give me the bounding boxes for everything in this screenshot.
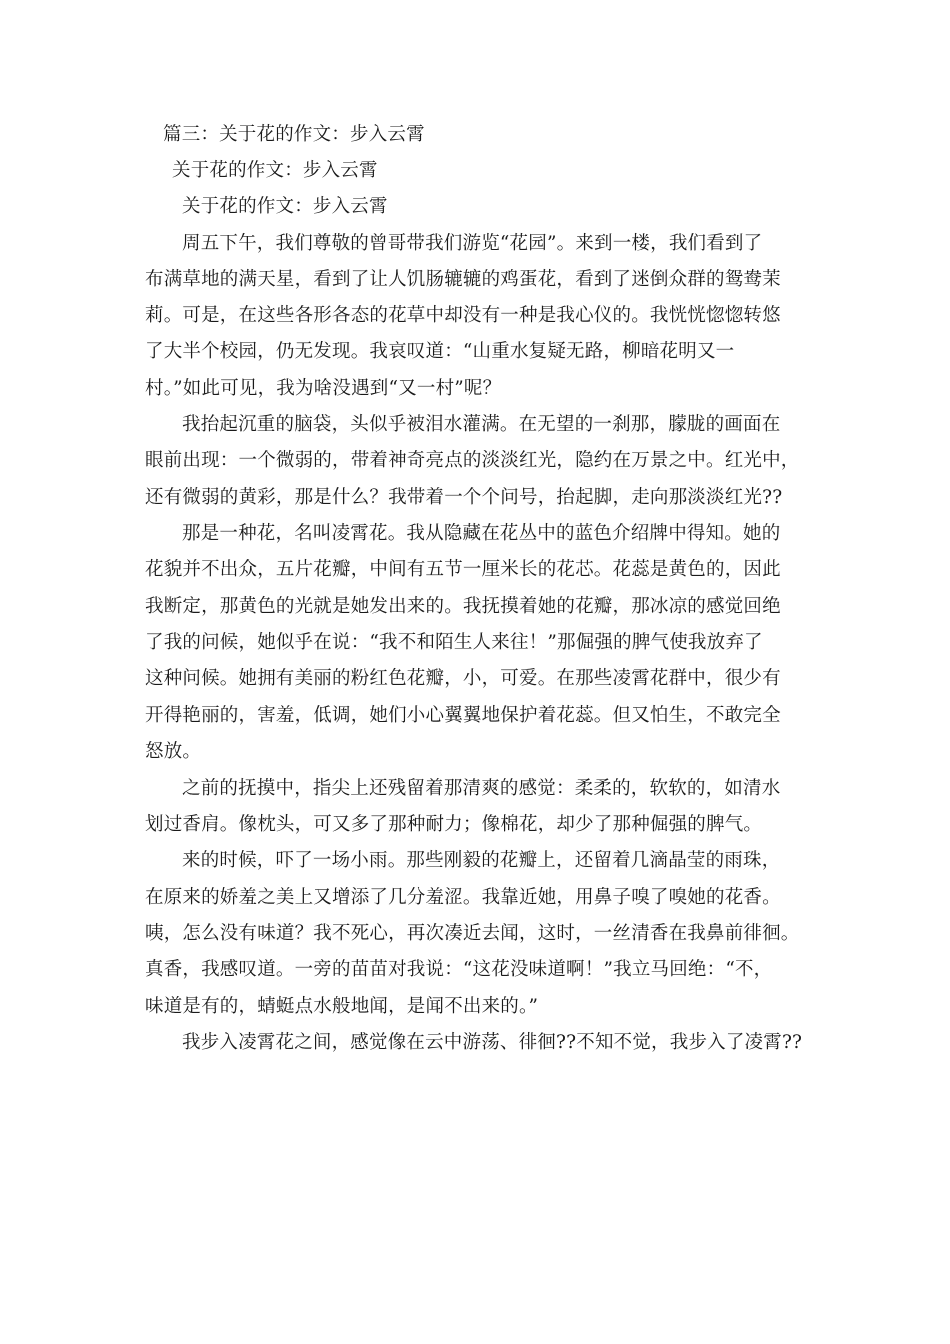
text-line: 莉。可是，在这些各形各态的花草中却没有一种是我心仪的。我恍恍惚惚转悠: [145, 305, 781, 326]
text-line: 怒放。: [145, 741, 202, 762]
text-line: 真香，我感叹道。一旁的苗苗对我说：“这花没味道啊！”我立马回绝：“不，: [145, 959, 773, 980]
text-line: 还有微弱的黄彩，那是什么？我带着一个个问号，抬起脚，走向那淡淡红光??: [145, 487, 783, 508]
text-line: 眼前出现：一个微弱的，带着神奇亮点的淡淡红光，隐约在万景之中。红光中，: [145, 450, 800, 471]
text-line: 我步入凌霄花之间，感觉像在云中游荡、徘徊??不知不觉，我步入了凌霄??: [182, 1032, 803, 1053]
text-line: 来的时候，吓了一场小雨。那些刚毅的花瓣上，还留着几滴晶莹的雨珠，: [182, 850, 781, 871]
text-line: 那是一种花，名叫凌霄花。我从隐藏在花丛中的蓝色介绍牌中得知。她的: [182, 523, 781, 544]
heading-sub-2: 关于花的作文：步入云霄: [182, 196, 388, 217]
text-line: 我抬起沉重的脑袋，头似乎被泪水灌满。在无望的一刹那，朦胧的画面在: [182, 414, 781, 435]
text-line: 我断定，那黄色的光就是她发出来的。我抚摸着她的花瓣，那冰凉的感觉回绝: [145, 596, 781, 617]
text-line: 了我的问候，她似乎在说：“我不和陌生人来往！”那倔强的脾气使我放弃了: [145, 632, 763, 653]
text-line: 在原来的娇羞之美上又增添了几分羞涩。我靠近她，用鼻子嗅了嗅她的花香。: [145, 887, 781, 908]
heading-sub-1: 关于花的作文：步入云霄: [172, 160, 378, 181]
text-line: 了大半个校园，仍无发现。我哀叹道：“山重水复疑无路，柳暗花明又一: [145, 341, 735, 362]
text-line: 花貌并不出众，五片花瓣，中间有五节一厘米长的花芯。花蕊是黄色的，因此: [145, 559, 781, 580]
text-line: 周五下午，我们尊敬的曾哥带我们游览“花园”。来到一楼，我们看到了: [182, 233, 763, 254]
text-line: 开得艳丽的，害羞，低调，她们小心翼翼地保护着花蕊。但又怕生，不敢完全: [145, 705, 781, 726]
text-line: 这种问候。她拥有美丽的粉红色花瓣，小，可爱。在那些凌霄花群中，很少有: [145, 668, 781, 689]
text-line: 咦，怎么没有味道？我不死心，再次凑近去闻，这时，一丝清香在我鼻前徘徊。: [145, 923, 800, 944]
text-line: 村。”如此可见，我为啥没遇到“又一村”呢？: [145, 378, 502, 399]
text-line: 布满草地的满天星，看到了让人饥肠辘辘的鸡蛋花，看到了迷倒众群的鸳鸯茉: [145, 269, 781, 290]
text-line: 之前的抚摸中，指尖上还残留着那清爽的感觉：柔柔的，软软的，如清水: [182, 778, 781, 799]
heading-main: 篇三：关于花的作文：步入云霄: [163, 124, 425, 145]
text-line: 划过香肩。像枕头，可又多了那种耐力；像棉花，却少了那种倔强的脾气。: [145, 814, 763, 835]
text-line: 味道是有的，蜻蜓点水般地闻，是闻不出来的。”: [145, 996, 539, 1017]
